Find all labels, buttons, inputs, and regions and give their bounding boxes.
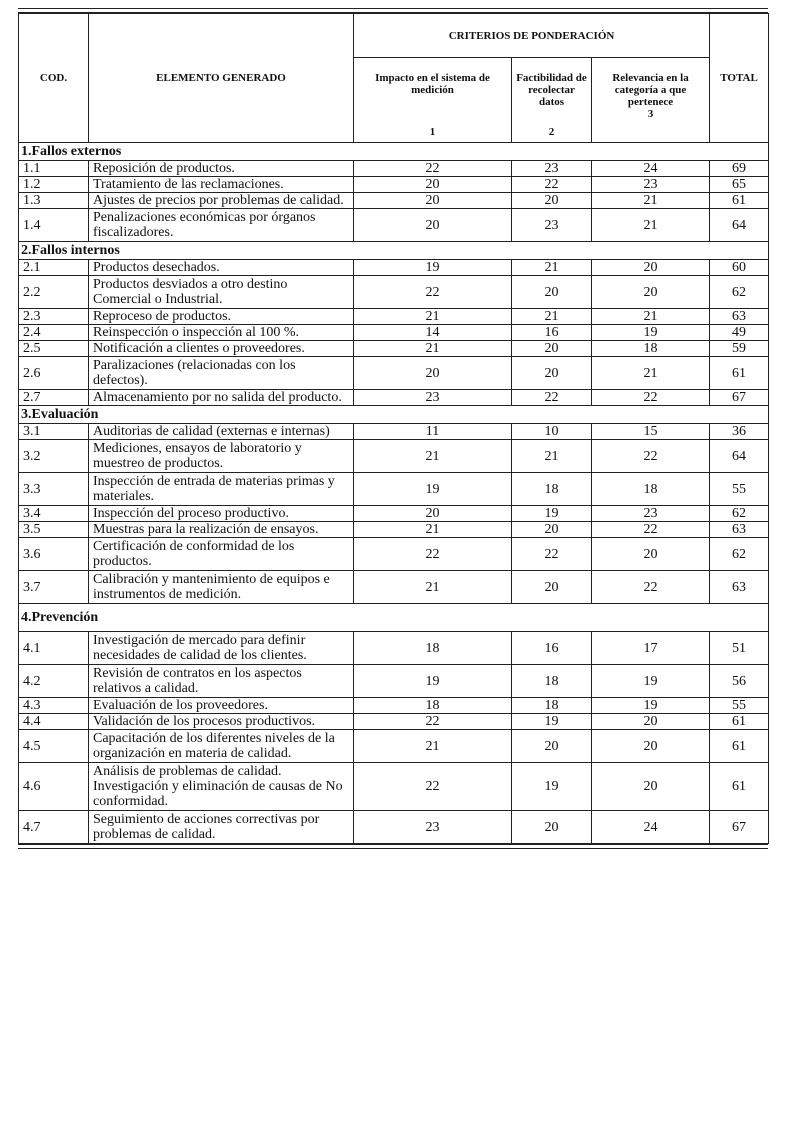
row-cod: 3.6: [19, 538, 89, 571]
row-criterion-2: 21: [512, 440, 592, 473]
row-cod: 3.1: [19, 424, 89, 440]
row-criterion-2: 21: [512, 260, 592, 276]
section-title: 2.Fallos internos: [19, 242, 769, 260]
table-row: [19, 473, 769, 506]
row-cod: 2.4: [19, 325, 89, 341]
row-cod: 3.5: [19, 522, 89, 538]
row-criterion-2: 16: [512, 325, 592, 341]
row-criterion-3: 19: [592, 665, 710, 698]
weighting-table: [18, 13, 769, 844]
row-element: Reinspección o inspección al 100 %.: [89, 325, 354, 341]
row-criterion-2: 20: [512, 357, 592, 390]
row-criterion-2: 18: [512, 665, 592, 698]
row-total: 62: [710, 276, 769, 309]
header-cod: COD.: [19, 14, 89, 143]
row-criterion-3: 20: [592, 763, 710, 811]
row-cod: 4.5: [19, 730, 89, 763]
row-total: 55: [710, 473, 769, 506]
section-header-row: [19, 242, 769, 260]
table-row: [19, 209, 769, 242]
table-row: [19, 763, 769, 811]
row-criterion-2: 18: [512, 698, 592, 714]
table-row: [19, 341, 769, 357]
row-total: 61: [710, 714, 769, 730]
row-criterion-1: 23: [354, 390, 512, 406]
row-criterion-3: 22: [592, 571, 710, 604]
row-criterion-2: 22: [512, 177, 592, 193]
row-element: Seguimiento de acciones correctivas por problemas de calidad.: [89, 811, 354, 844]
row-criterion-3: 23: [592, 506, 710, 522]
header-criterion-2: [512, 58, 592, 143]
row-criterion-3: 22: [592, 440, 710, 473]
row-criterion-1: 20: [354, 357, 512, 390]
table-body: [19, 143, 769, 844]
row-element: Investigación de mercado para definir necesidades de calidad de los clientes.: [89, 632, 354, 665]
row-element: Validación de los procesos productivos.: [89, 714, 354, 730]
criterion-2-label: Factibilidad de recolectar datos: [516, 72, 587, 108]
row-total: 61: [710, 763, 769, 811]
row-element: Calibración y mantenimiento de equipos e instrumentos de medición.: [89, 571, 354, 604]
row-total: 69: [710, 161, 769, 177]
section-title: 3.Evaluación: [19, 406, 769, 424]
row-criterion-1: 14: [354, 325, 512, 341]
table-row: [19, 522, 769, 538]
row-criterion-3: 21: [592, 357, 710, 390]
row-cod: 3.2: [19, 440, 89, 473]
row-element: Tratamiento de las reclamaciones.: [89, 177, 354, 193]
row-total: 62: [710, 506, 769, 522]
row-criterion-2: 19: [512, 506, 592, 522]
row-total: 60: [710, 260, 769, 276]
row-total: 65: [710, 177, 769, 193]
row-total: 67: [710, 811, 769, 844]
row-cod: 2.5: [19, 341, 89, 357]
row-total: 63: [710, 309, 769, 325]
row-criterion-2: 20: [512, 571, 592, 604]
table-row: [19, 193, 769, 209]
row-element: Productos desviados a otro destino Comercial o Industrial.: [89, 276, 354, 309]
row-total: 61: [710, 193, 769, 209]
row-criterion-3: 20: [592, 538, 710, 571]
section-header-row: [19, 143, 769, 161]
row-cod: 1.4: [19, 209, 89, 242]
table-row: [19, 309, 769, 325]
row-criterion-1: 19: [354, 260, 512, 276]
row-criterion-2: 22: [512, 538, 592, 571]
row-cod: 4.2: [19, 665, 89, 698]
row-criterion-2: 20: [512, 341, 592, 357]
table-row: [19, 260, 769, 276]
criterion-3-number: 3: [647, 108, 654, 120]
row-criterion-1: 20: [354, 209, 512, 242]
row-criterion-1: 22: [354, 276, 512, 309]
row-cod: 4.7: [19, 811, 89, 844]
row-element: Inspección del proceso productivo.: [89, 506, 354, 522]
document-page: [18, 8, 768, 849]
row-criterion-3: 21: [592, 193, 710, 209]
row-criterion-2: 20: [512, 193, 592, 209]
section-header-row: [19, 406, 769, 424]
row-cod: 2.2: [19, 276, 89, 309]
row-total: 55: [710, 698, 769, 714]
row-criterion-3: 21: [592, 309, 710, 325]
row-criterion-3: 20: [592, 730, 710, 763]
row-cod: 1.1: [19, 161, 89, 177]
row-cod: 2.6: [19, 357, 89, 390]
row-criterion-1: 20: [354, 506, 512, 522]
row-cod: 3.4: [19, 506, 89, 522]
row-total: 49: [710, 325, 769, 341]
row-criterion-2: 20: [512, 730, 592, 763]
row-element: Penalizaciones económicas por órganos fiscalizadores.: [89, 209, 354, 242]
row-cod: 3.7: [19, 571, 89, 604]
row-criterion-3: 23: [592, 177, 710, 193]
row-criterion-2: 20: [512, 276, 592, 309]
row-criterion-3: 24: [592, 161, 710, 177]
header-criterion-3: [592, 58, 710, 143]
table-row: [19, 390, 769, 406]
row-criterion-1: 21: [354, 730, 512, 763]
row-criterion-2: 10: [512, 424, 592, 440]
table-row: [19, 665, 769, 698]
row-element: Auditorias de calidad (externas e internas): [89, 424, 354, 440]
criterion-2-number: 2: [548, 126, 555, 138]
row-criterion-3: 20: [592, 260, 710, 276]
table-row: [19, 276, 769, 309]
row-criterion-3: 17: [592, 632, 710, 665]
row-criterion-3: 20: [592, 276, 710, 309]
row-criterion-2: 18: [512, 473, 592, 506]
row-cod: 2.3: [19, 309, 89, 325]
row-criterion-1: 21: [354, 522, 512, 538]
row-criterion-1: 22: [354, 538, 512, 571]
bottom-double-rule: [18, 844, 768, 849]
row-element: Muestras para la realización de ensayos.: [89, 522, 354, 538]
row-cod: 1.2: [19, 177, 89, 193]
row-total: 61: [710, 357, 769, 390]
row-criterion-3: 19: [592, 325, 710, 341]
row-total: 61: [710, 730, 769, 763]
criterion-1-number: 1: [429, 126, 436, 138]
row-criterion-3: 22: [592, 390, 710, 406]
row-criterion-2: 23: [512, 209, 592, 242]
row-criterion-3: 18: [592, 473, 710, 506]
row-element: Notificación a clientes o proveedores.: [89, 341, 354, 357]
row-total: 64: [710, 440, 769, 473]
row-cod: 4.3: [19, 698, 89, 714]
row-criterion-1: 20: [354, 193, 512, 209]
row-element: Certificación de conformidad de los productos.: [89, 538, 354, 571]
row-total: 64: [710, 209, 769, 242]
row-element: Ajustes de precios por problemas de calidad.: [89, 193, 354, 209]
row-cod: 4.4: [19, 714, 89, 730]
row-criterion-2: 16: [512, 632, 592, 665]
row-criterion-3: 18: [592, 341, 710, 357]
row-total: 59: [710, 341, 769, 357]
table-row: [19, 571, 769, 604]
table-row: [19, 632, 769, 665]
table-row: [19, 161, 769, 177]
row-criterion-1: 22: [354, 161, 512, 177]
section-title: 4.Prevención: [19, 604, 769, 632]
row-criterion-3: 21: [592, 209, 710, 242]
row-total: 36: [710, 424, 769, 440]
table-row: [19, 538, 769, 571]
row-element: Reposición de productos.: [89, 161, 354, 177]
row-criterion-3: 22: [592, 522, 710, 538]
row-criterion-1: 22: [354, 763, 512, 811]
row-criterion-2: 20: [512, 811, 592, 844]
row-criterion-2: 23: [512, 161, 592, 177]
table-row: [19, 811, 769, 844]
header-criteria-group: CRITERIOS DE PONDERACIÓN: [354, 14, 710, 58]
row-total: 51: [710, 632, 769, 665]
row-criterion-3: 24: [592, 811, 710, 844]
row-total: 63: [710, 571, 769, 604]
row-criterion-1: 21: [354, 571, 512, 604]
row-criterion-1: 21: [354, 309, 512, 325]
row-criterion-2: 19: [512, 763, 592, 811]
row-element: Almacenamiento por no salida del producto.: [89, 390, 354, 406]
row-criterion-1: 22: [354, 714, 512, 730]
row-criterion-1: 21: [354, 341, 512, 357]
row-total: 67: [710, 390, 769, 406]
table-row: [19, 506, 769, 522]
row-criterion-3: 15: [592, 424, 710, 440]
row-criterion-1: 23: [354, 811, 512, 844]
row-element: Inspección de entrada de materias primas y materiales.: [89, 473, 354, 506]
criterion-3-label: Relevancia en la categoría a que pertenece: [612, 72, 689, 108]
section-header-row: [19, 604, 769, 632]
row-criterion-1: 19: [354, 665, 512, 698]
row-total: 56: [710, 665, 769, 698]
table-row: [19, 440, 769, 473]
row-criterion-1: 21: [354, 440, 512, 473]
row-criterion-2: 20: [512, 522, 592, 538]
table-row: [19, 730, 769, 763]
row-cod: 4.1: [19, 632, 89, 665]
row-criterion-3: 19: [592, 698, 710, 714]
table-row: [19, 424, 769, 440]
row-element: Evaluación de los proveedores.: [89, 698, 354, 714]
row-criterion-3: 20: [592, 714, 710, 730]
row-cod: 2.7: [19, 390, 89, 406]
table-row: [19, 714, 769, 730]
table-row: [19, 325, 769, 341]
row-cod: 3.3: [19, 473, 89, 506]
row-total: 62: [710, 538, 769, 571]
row-criterion-2: 22: [512, 390, 592, 406]
row-cod: 1.3: [19, 193, 89, 209]
row-element: Productos desechados.: [89, 260, 354, 276]
criterion-1-label: Impacto en el sistema de medición: [375, 72, 490, 96]
row-element: Capacitación de los diferentes niveles de la organización en materia de calidad.: [89, 730, 354, 763]
row-criterion-1: 18: [354, 698, 512, 714]
row-element: Paralizaciones (relacionadas con los defectos).: [89, 357, 354, 390]
row-criterion-2: 21: [512, 309, 592, 325]
row-criterion-1: 18: [354, 632, 512, 665]
row-criterion-1: 19: [354, 473, 512, 506]
table-row: [19, 357, 769, 390]
header-total: TOTAL: [710, 14, 769, 143]
table-row: [19, 177, 769, 193]
section-title: 1.Fallos externos: [19, 143, 769, 161]
header-criterion-1: [354, 58, 512, 143]
row-criterion-2: 19: [512, 714, 592, 730]
row-element: Mediciones, ensayos de laboratorio y muestreo de productos.: [89, 440, 354, 473]
row-cod: 2.1: [19, 260, 89, 276]
row-criterion-1: 20: [354, 177, 512, 193]
row-cod: 4.6: [19, 763, 89, 811]
row-element: Análisis de problemas de calidad. Investigación y eliminación de causas de No conformidad.: [89, 763, 354, 811]
table-row: [19, 698, 769, 714]
row-criterion-1: 11: [354, 424, 512, 440]
row-total: 63: [710, 522, 769, 538]
row-element: Reproceso de productos.: [89, 309, 354, 325]
header-element: ELEMENTO GENERADO: [89, 14, 354, 143]
row-element: Revisión de contratos en los aspectos relativos a calidad.: [89, 665, 354, 698]
